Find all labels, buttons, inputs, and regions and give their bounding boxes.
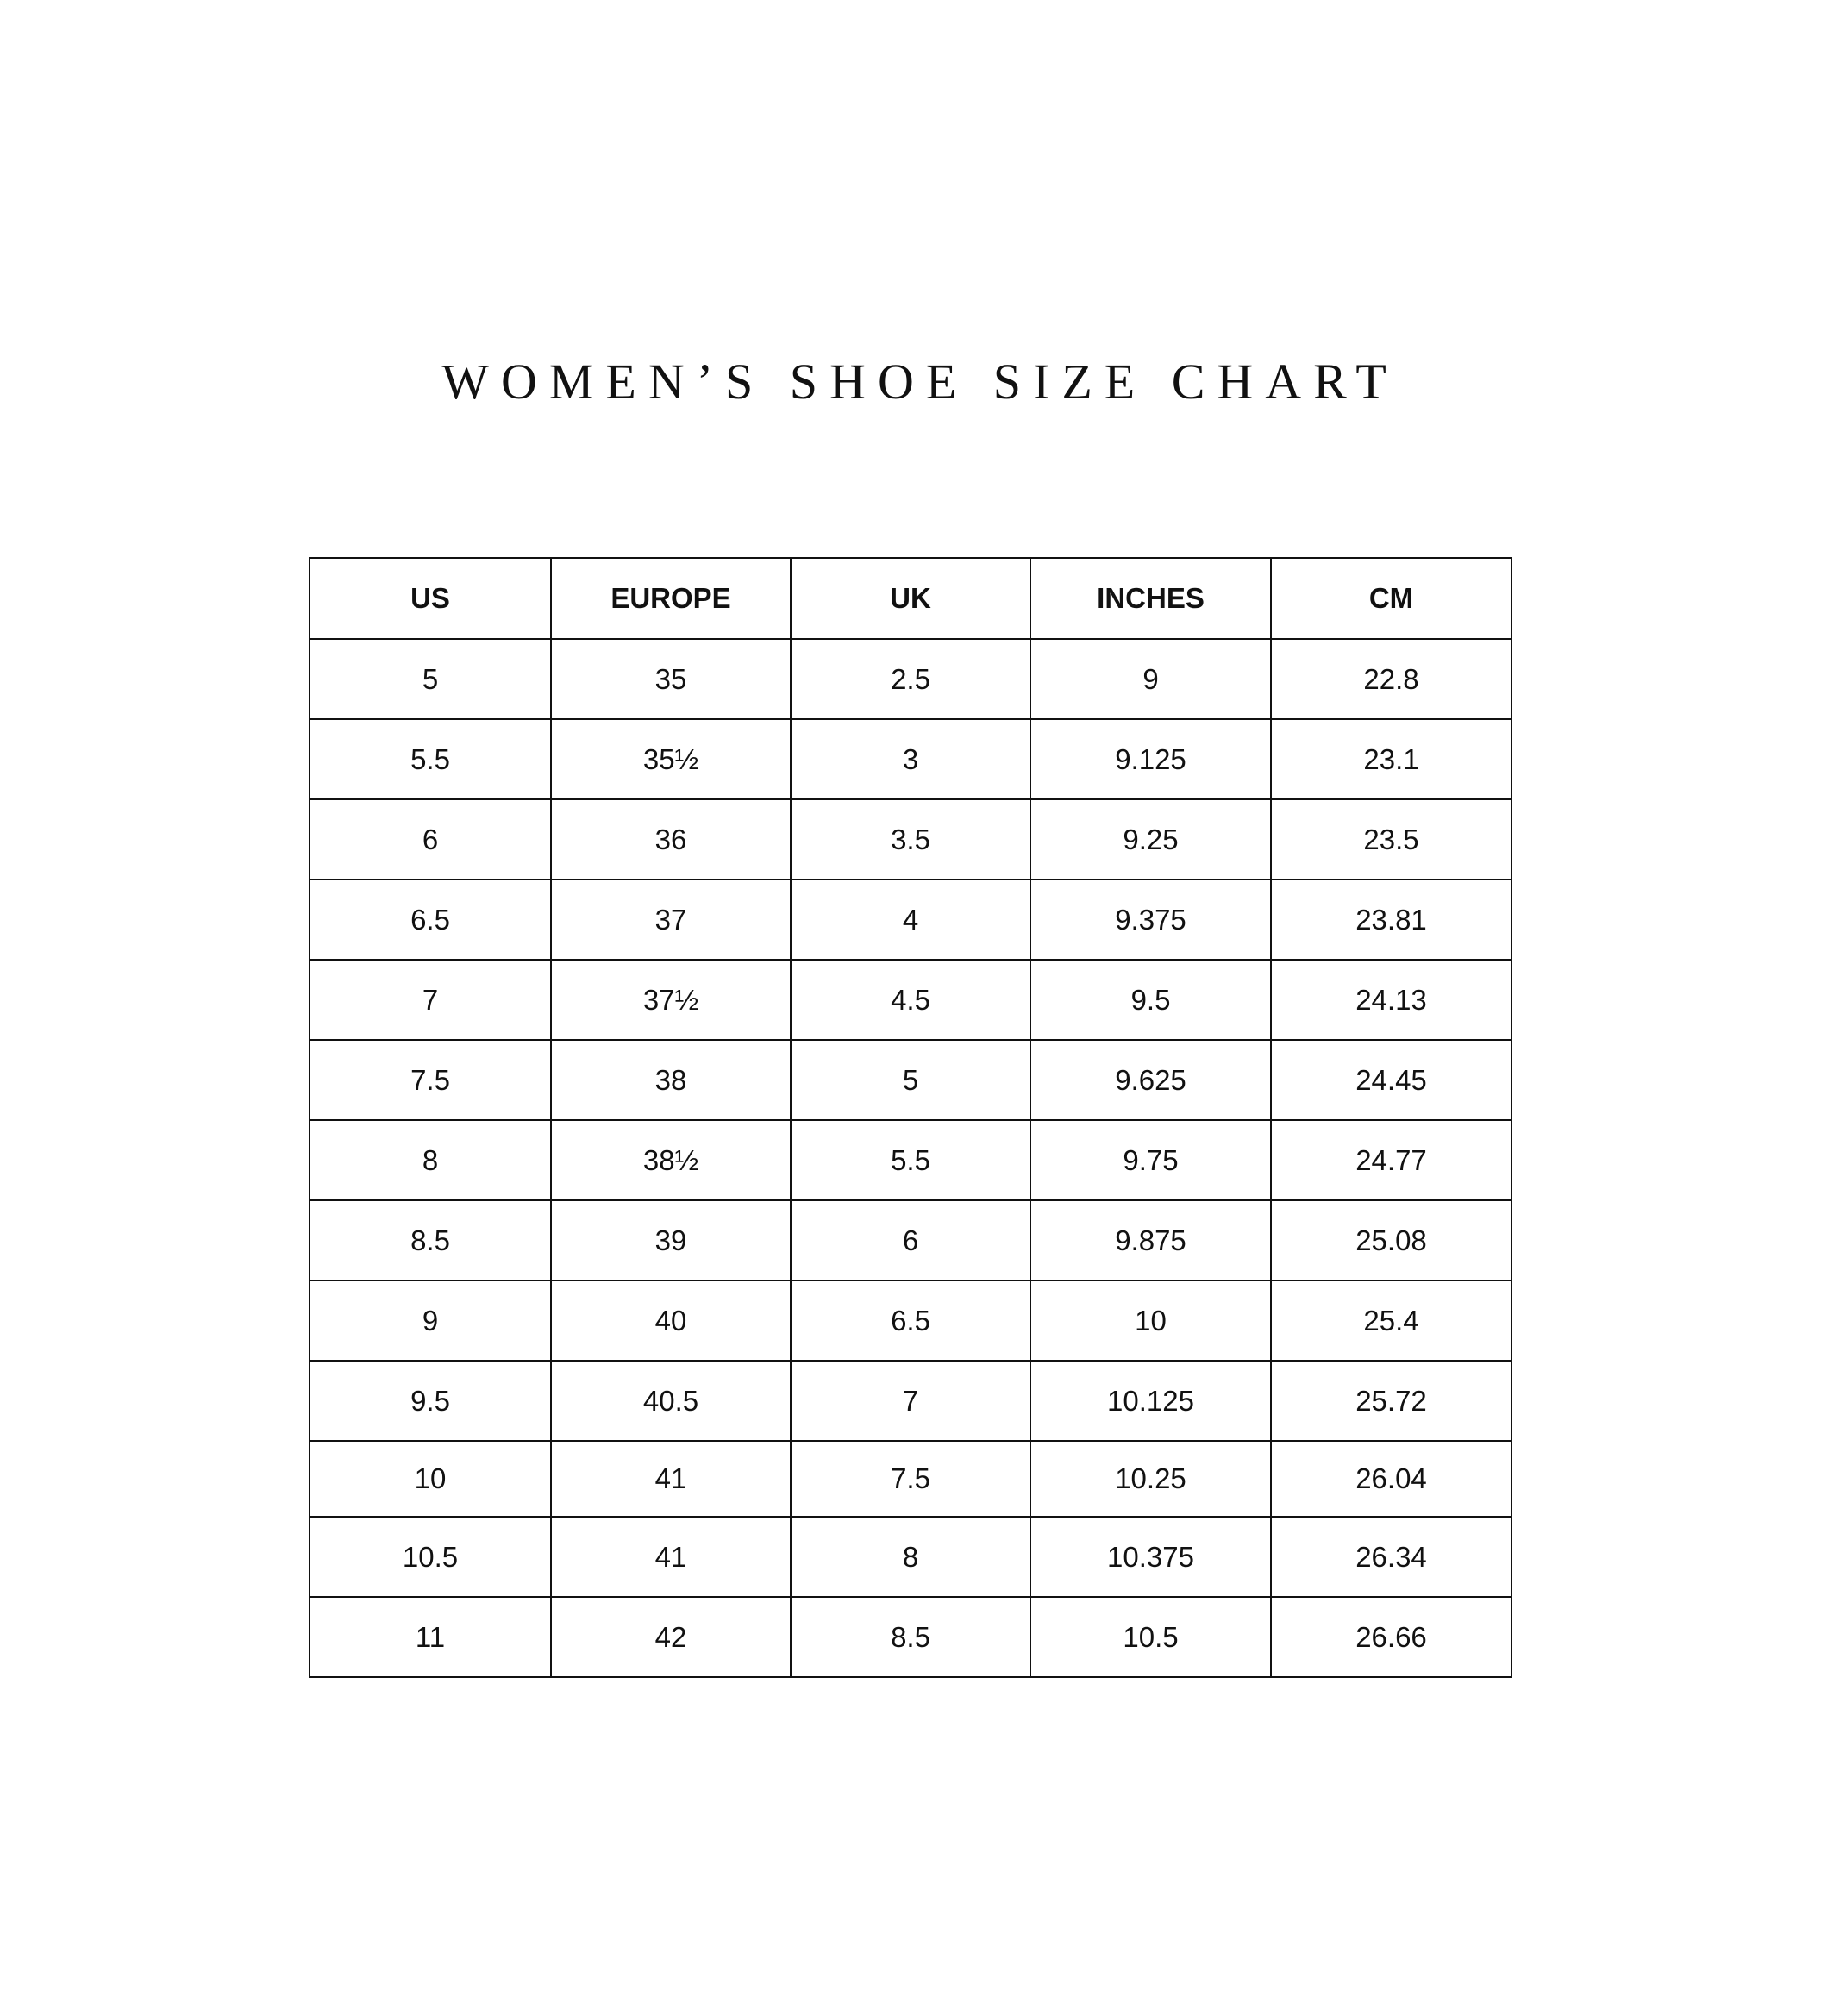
cell-inches: 9.625: [1030, 1040, 1271, 1120]
cell-cm: 26.04: [1271, 1441, 1511, 1517]
table-header-row: [310, 558, 1511, 639]
page-title: WOMEN’S SHOE SIZE CHART: [441, 354, 1399, 410]
cell-europe: 41: [551, 1441, 791, 1517]
table-row: [310, 1200, 1511, 1280]
cell-us: 7: [310, 960, 551, 1040]
cell-cm: 24.77: [1271, 1120, 1511, 1200]
cell-cm: 22.8: [1271, 639, 1511, 719]
cell-uk: 3.5: [791, 799, 1030, 880]
cell-cm: 25.72: [1271, 1361, 1511, 1441]
cell-cm: 25.08: [1271, 1200, 1511, 1280]
cell-uk: 6.5: [791, 1280, 1030, 1361]
cell-uk: 4.5: [791, 960, 1030, 1040]
cell-cm: 24.45: [1271, 1040, 1511, 1120]
cell-europe: 37: [551, 880, 791, 960]
cell-europe: 40: [551, 1280, 791, 1361]
cell-uk: 7.5: [791, 1441, 1030, 1517]
table-row: [310, 799, 1511, 880]
cell-europe: 38½: [551, 1120, 791, 1200]
header-uk: UK: [791, 558, 1030, 639]
table-row: [310, 639, 1511, 719]
cell-europe: 41: [551, 1517, 791, 1597]
cell-us: 5.5: [310, 719, 551, 799]
cell-cm: 25.4: [1271, 1280, 1511, 1361]
cell-inches: 9.25: [1030, 799, 1271, 880]
cell-europe: 38: [551, 1040, 791, 1120]
cell-us: 10: [310, 1441, 551, 1517]
table-row: [310, 1441, 1511, 1517]
cell-cm: 23.5: [1271, 799, 1511, 880]
cell-uk: 2.5: [791, 639, 1030, 719]
cell-us: 5: [310, 639, 551, 719]
cell-uk: 6: [791, 1200, 1030, 1280]
cell-us: 9: [310, 1280, 551, 1361]
cell-europe: 42: [551, 1597, 791, 1677]
cell-us: 9.5: [310, 1361, 551, 1441]
cell-inches: 9.375: [1030, 880, 1271, 960]
cell-us: 8.5: [310, 1200, 551, 1280]
cell-uk: 7: [791, 1361, 1030, 1441]
cell-inches: 10.25: [1030, 1441, 1271, 1517]
cell-cm: 26.66: [1271, 1597, 1511, 1677]
cell-us: 11: [310, 1597, 551, 1677]
cell-uk: 8.5: [791, 1597, 1030, 1677]
cell-inches: 9.875: [1030, 1200, 1271, 1280]
header-us: US: [310, 558, 551, 639]
shoe-size-table: [309, 557, 1512, 1678]
cell-us: 6: [310, 799, 551, 880]
cell-europe: 39: [551, 1200, 791, 1280]
cell-inches: 10.375: [1030, 1517, 1271, 1597]
cell-inches: 9.75: [1030, 1120, 1271, 1200]
cell-inches: 9.5: [1030, 960, 1271, 1040]
cell-cm: 24.13: [1271, 960, 1511, 1040]
cell-cm: 23.81: [1271, 880, 1511, 960]
table-row: [310, 1597, 1511, 1677]
cell-uk: 5: [791, 1040, 1030, 1120]
header-inches: INCHES: [1030, 558, 1271, 639]
cell-us: 8: [310, 1120, 551, 1200]
cell-us: 10.5: [310, 1517, 551, 1597]
header-europe: EUROPE: [551, 558, 791, 639]
cell-uk: 3: [791, 719, 1030, 799]
cell-uk: 8: [791, 1517, 1030, 1597]
cell-europe: 37½: [551, 960, 791, 1040]
cell-cm: 26.34: [1271, 1517, 1511, 1597]
table-row: [310, 1280, 1511, 1361]
cell-inches: 10: [1030, 1280, 1271, 1361]
table-row: [310, 719, 1511, 799]
table-row: [310, 1040, 1511, 1120]
table-row: [310, 1120, 1511, 1200]
cell-europe: 35: [551, 639, 791, 719]
cell-europe: 40.5: [551, 1361, 791, 1441]
table-row: [310, 880, 1511, 960]
cell-uk: 5.5: [791, 1120, 1030, 1200]
cell-europe: 36: [551, 799, 791, 880]
cell-inches: 10.5: [1030, 1597, 1271, 1677]
cell-cm: 23.1: [1271, 719, 1511, 799]
cell-inches: 9: [1030, 639, 1271, 719]
table-row: [310, 960, 1511, 1040]
cell-us: 6.5: [310, 880, 551, 960]
cell-inches: 10.125: [1030, 1361, 1271, 1441]
cell-us: 7.5: [310, 1040, 551, 1120]
table-row: [310, 1361, 1511, 1441]
cell-europe: 35½: [551, 719, 791, 799]
cell-inches: 9.125: [1030, 719, 1271, 799]
table-row: [310, 1517, 1511, 1597]
cell-uk: 4: [791, 880, 1030, 960]
header-cm: CM: [1271, 558, 1511, 639]
